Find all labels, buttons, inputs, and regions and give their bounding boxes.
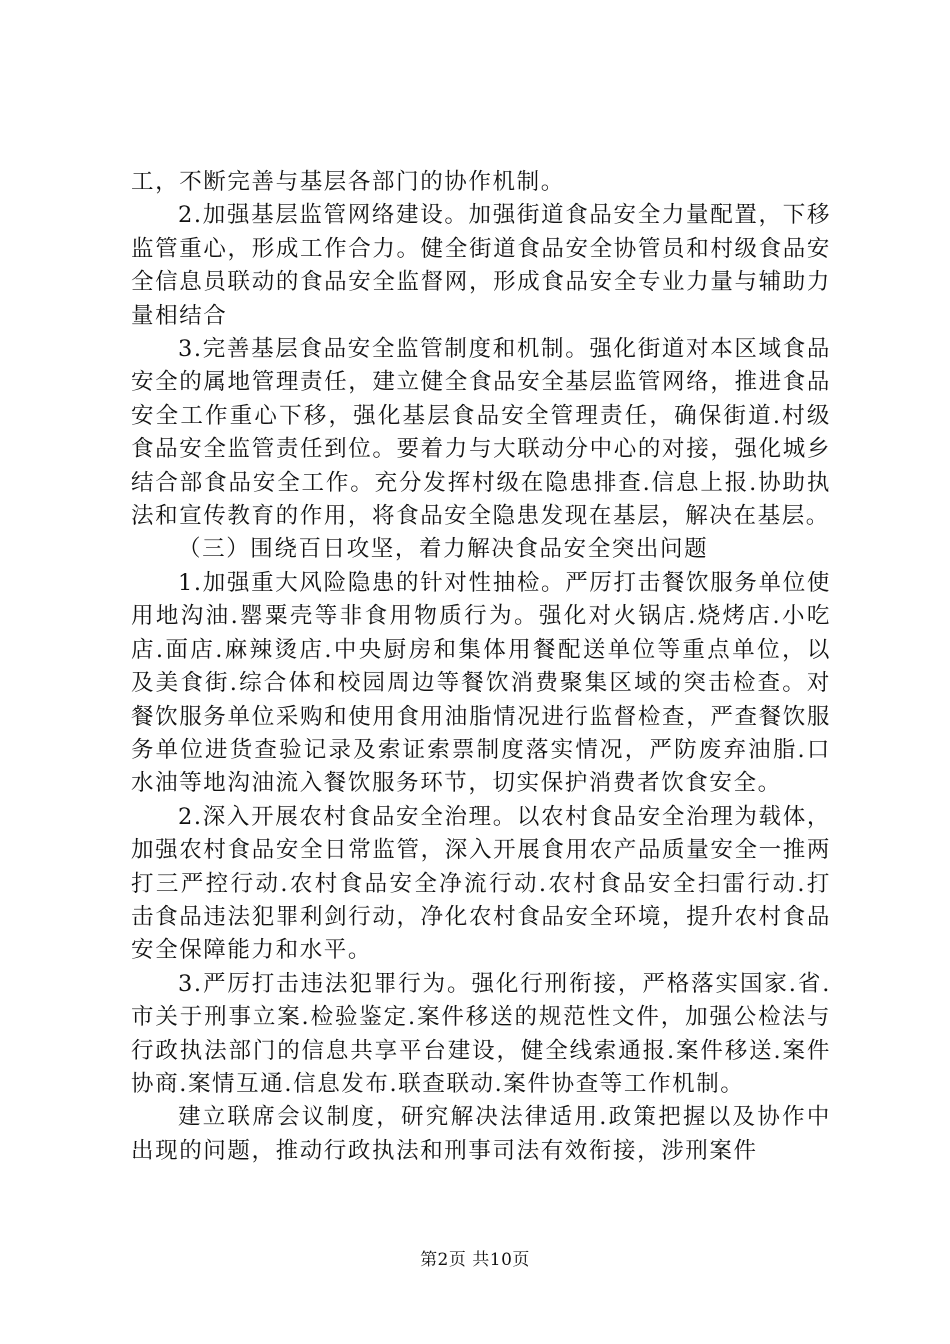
section-heading-3: （三）围绕百日攻坚，着力解决食品安全突出问题 bbox=[178, 536, 709, 563]
document-body bbox=[131, 166, 831, 1168]
paragraph-item-3-mechanism: 3.完善基层食品安全监管制度和机制。强化街道对本区域食品安全的属地管理责任，建立健全食品安全基层监管网络，推进食品安全工作重心下移，强化基层食品安全管理责任，确保街道.村级食品安全监管责任到位。要着力与大联动分中心的对接，强化城乡结合部食品安全工作。充分发挥村级在隐患排查.信息上报.协助执法和宣传教育的作用，将食品安全隐患发现在基层，解决在基层。 bbox=[131, 336, 831, 530]
paragraph-item-1-inspection: 1.加强重大风险隐患的针对性抽检。严厉打击餐饮服务单位使用地沟油.罂粟壳等非食用物质行为。强化对火锅店.烧烤店.小吃店.面店.麻辣烫店.中央厨房和集体用餐配送单位等重点单位，以及美食街.综合体和校园周边等餐饮消费聚集区域的突击检查。对餐饮服务单位采购和使用食用油脂情况进行监督检查，严查餐饮服务单位进货查验记录及索证索票制度落实情况，严防废弃油脂.口水油等地沟油流入餐饮服务环节，切实保护消费者饮食安全。 bbox=[131, 569, 831, 797]
page-number-footer: 第2页 共10页 bbox=[420, 1250, 530, 1270]
paragraph-item-2-network: 2.加强基层监管网络建设。加强街道食品安全力量配置，下移监管重心，形成工作合力。健全街道食品安全协管员和村级食品安全信息员联动的食品安全监督网，形成食品安全专业力量与辅助力量相结合 bbox=[131, 202, 831, 329]
paragraph-continuation: 工，不断完善与基层各部门的协作机制。 bbox=[131, 169, 565, 195]
paragraph-joint-meeting: 建立联席会议制度，研究解决法律适用.政策把握以及协作中出现的问题，推动行政执法和刑事司法有效衔接，涉刑案件 bbox=[131, 1104, 831, 1164]
paragraph-item-2-rural: 2.深入开展农村食品安全治理。以农村食品安全治理为载体，加强农村食品安全日常监管，深入开展食用农产品质量安全一推两打三严控行动.农村食品安全净流行动.农村食品安全扫雷行动.打击食品违法犯罪利剑行动，净化农村食品安全环境，提升农村食品安全保障能力和水平。 bbox=[131, 803, 831, 964]
paragraph-item-3-crime: 3.严厉打击违法犯罪行为。强化行刑衔接，严格落实国家.省.市关于刑事立案.检验鉴定.案件移送的规范性文件，加强公检法与行政执法部门的信息共享平台建设，健全线索通报.案件移送.案件协商.案情互通.信息发布.联查联动.案件协查等工作机制。 bbox=[131, 970, 831, 1097]
